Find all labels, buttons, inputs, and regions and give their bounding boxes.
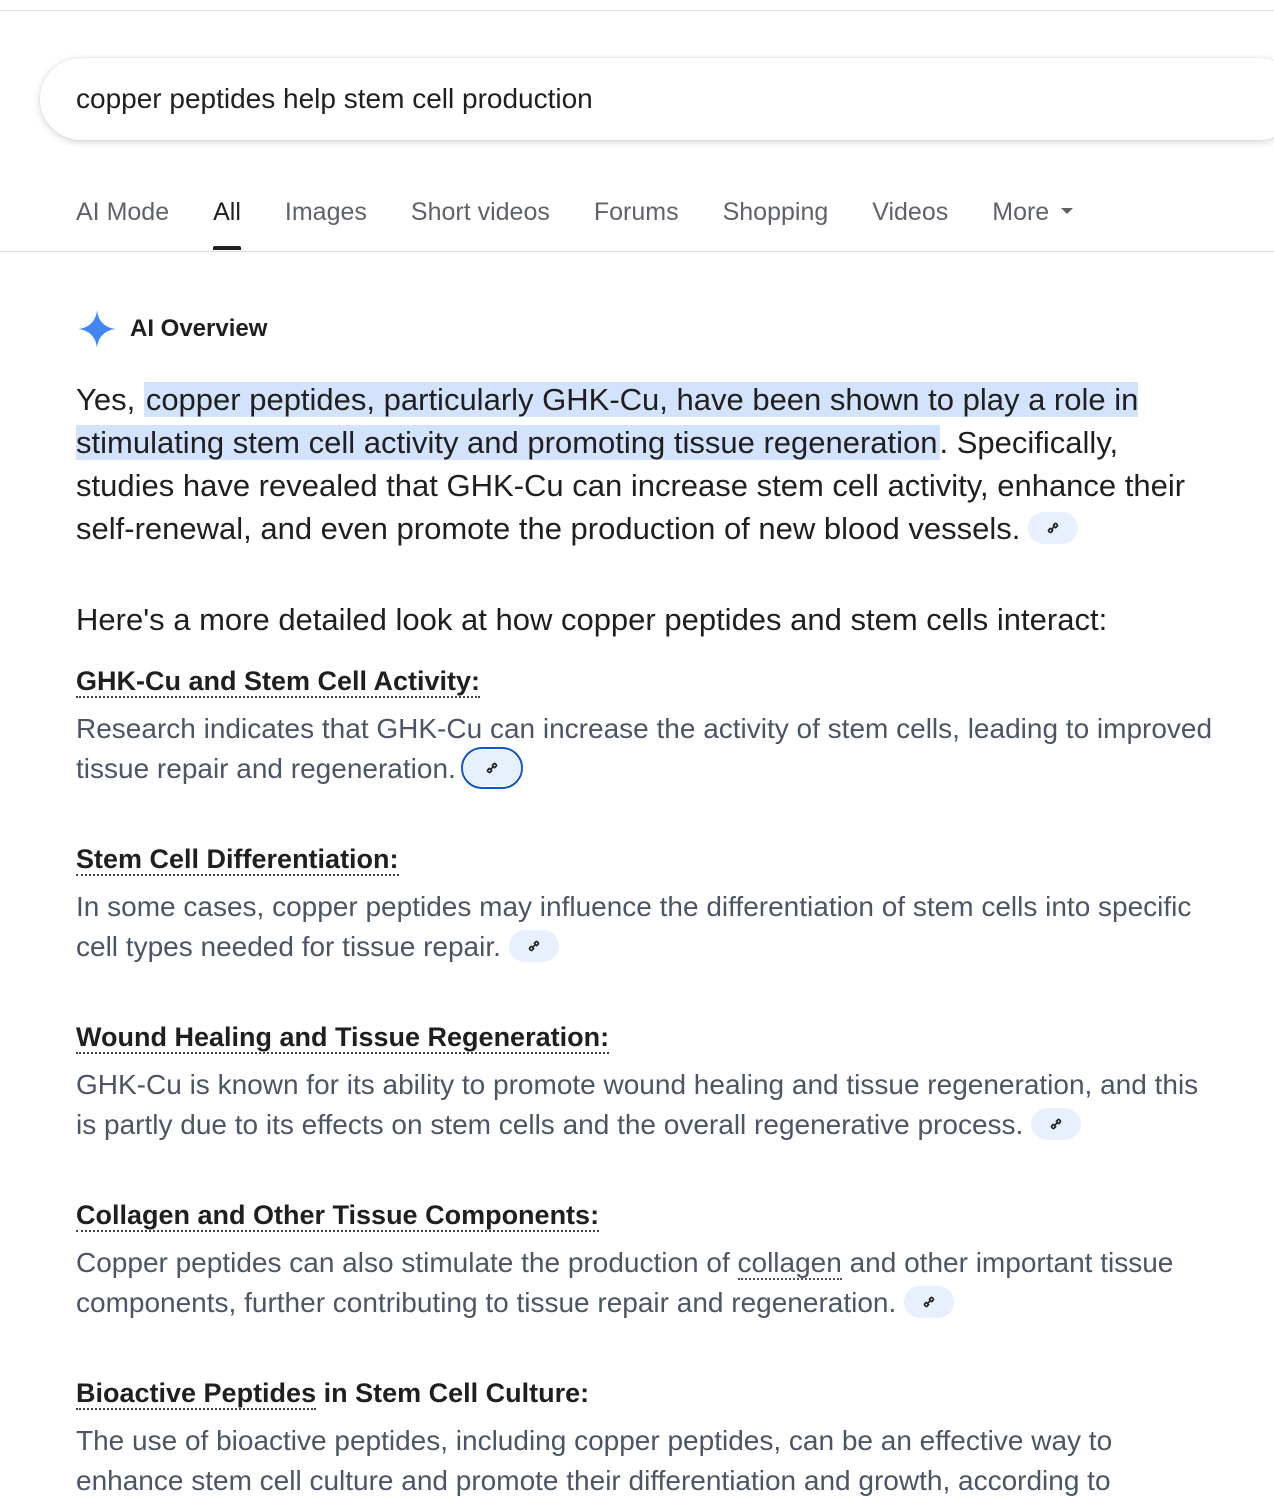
item-title-link[interactable]: Stem Cell Differentiation:: [76, 844, 399, 874]
tab-all[interactable]: All: [213, 192, 241, 250]
item-title: [76, 841, 1216, 877]
item-body-text: In some cases, copper peptides may influence the differentiation of stem cells into specific cell types needed for tissue repair.: [76, 891, 1192, 962]
lead-prefix: Yes,: [76, 382, 144, 417]
caret-down-icon: [1061, 208, 1073, 214]
item-body-text: GHK-Cu is known for its ability to promote wound healing and tissue regeneration, and this is partly due to its effects on stem cells and the overall regenerative process.: [76, 1069, 1199, 1140]
collagen-link[interactable]: collagen: [737, 1247, 842, 1278]
ai-overview-content: [76, 378, 1216, 1501]
search-tabs: [76, 192, 1117, 252]
item-body: [76, 1421, 1216, 1501]
item-title: [76, 1375, 1216, 1411]
item-body: [76, 709, 1216, 789]
link-icon: [525, 937, 543, 955]
link-icon: [1047, 1115, 1065, 1133]
tab-more[interactable]: [992, 192, 1073, 250]
source-link-chip[interactable]: [904, 1286, 954, 1318]
item-body: [76, 887, 1216, 967]
lead-highlight: copper peptides, particularly GHK-Cu, have been shown to play a role in stimulating stem cell activity and promoting tissue regeneration: [76, 382, 1139, 460]
source-link-chip[interactable]: [1031, 1108, 1081, 1140]
item-title-rest: in Stem Cell Culture:: [316, 1378, 590, 1408]
bioactive-peptides-link[interactable]: Bioactive Peptides: [76, 1378, 317, 1408]
item-title-link[interactable]: GHK-Cu and Stem Cell Activity:: [76, 666, 481, 696]
lead-rest: . Specifically, studies have revealed that GHK-Cu can increase stem cell activity, enhance their self-renewal, and even promote the production of new blood vessels.: [76, 425, 1186, 546]
tab-ai-mode[interactable]: AI Mode: [76, 198, 170, 226]
source-link-chip[interactable]: [509, 930, 559, 962]
link-icon: [920, 1293, 938, 1311]
intro-paragraph: Here's a more detailed look at how copper peptides and stem cells interact:: [76, 602, 1108, 637]
item-body-text: Research indicates that GHK-Cu can increase the activity of stem cells, leading to improved tissue repair and regeneration.: [76, 713, 1213, 784]
lead-paragraph: [76, 378, 1216, 550]
top-divider: [0, 10, 1274, 11]
tabs-divider: [0, 251, 1274, 252]
item-title-link[interactable]: Collagen and Other Tissue Components:: [76, 1200, 600, 1230]
sparkle-icon: [76, 308, 118, 350]
ai-overview-header: [76, 308, 267, 350]
tab-shopping[interactable]: Shopping: [722, 198, 829, 226]
tab-videos[interactable]: Videos: [872, 198, 949, 226]
tab-more-label: More: [992, 198, 1050, 226]
source-link-chip[interactable]: [1028, 512, 1078, 544]
source-link-chip[interactable]: [464, 750, 520, 786]
item-body-text: Copper peptides can also stimulate the production of: [76, 1247, 738, 1278]
search-input[interactable]: [76, 78, 1176, 120]
item-title: [76, 663, 1216, 699]
item-title: [76, 1019, 1216, 1055]
ai-overview-label: AI Overview: [130, 315, 268, 342]
link-icon: [1044, 519, 1062, 537]
item-body: [76, 1065, 1216, 1145]
tab-short-videos[interactable]: Short videos: [410, 198, 550, 226]
link-icon: [483, 759, 501, 777]
search-box[interactable]: [40, 58, 1274, 140]
tab-forums[interactable]: Forums: [593, 198, 679, 226]
tab-images[interactable]: Images: [284, 198, 367, 226]
item-title-link[interactable]: Wound Healing and Tissue Regeneration:: [76, 1022, 610, 1052]
item-body-text: and other important tissue components, further contributing to tissue repair and regeneration.: [76, 1247, 1174, 1318]
item-title: [76, 1197, 1216, 1233]
item-body: [76, 1243, 1216, 1323]
item-body-text: The use of bioactive peptides, including copper peptides, can be an effective way to enhance stem cell culture and promote their differentiation and growth, according to: [76, 1425, 1113, 1496]
